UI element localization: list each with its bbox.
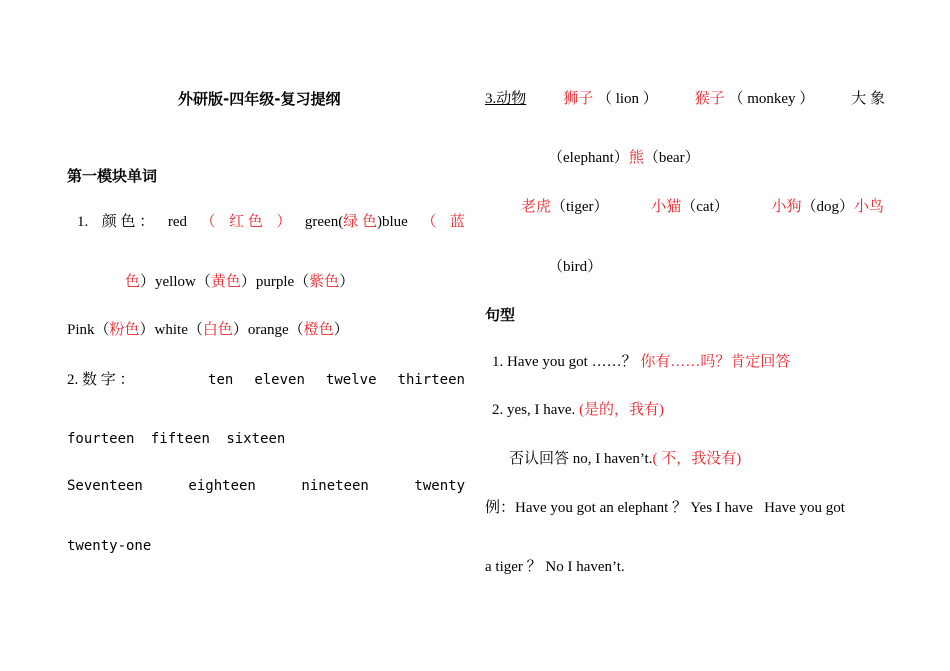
number-word: nineteen xyxy=(301,478,369,494)
sentence-2-en: 2. yes, I have. xyxy=(492,402,576,418)
sentence-1-en: 1. Have you got ……？ xyxy=(492,354,637,370)
numbers-line-3 xyxy=(67,476,465,496)
elephant-en: （elephant） xyxy=(548,150,629,166)
sentence-1 xyxy=(492,352,790,372)
example-line-2: a tiger ？ No I haven’t. xyxy=(485,559,625,575)
colors-line-2 xyxy=(125,272,354,292)
number-word: eighteen xyxy=(188,478,256,494)
sentence-3-prefix: 否认回答 xyxy=(509,451,570,467)
cat-en: （cat） xyxy=(681,199,729,215)
numbers-line-2 xyxy=(67,429,285,449)
number-word: thirteen xyxy=(397,372,465,388)
purple-cn: 紫色 xyxy=(309,274,340,290)
red-en: red xyxy=(167,214,187,230)
module-heading: 第一模块单词 xyxy=(67,167,158,185)
orange-en: ）orange（ xyxy=(232,322,304,338)
number-word: ten xyxy=(208,372,234,388)
red-close: ） xyxy=(276,214,292,230)
cat-cn: 小猫 xyxy=(651,199,682,215)
bear-en: （bear） xyxy=(643,150,700,166)
orange-cn: 橙色 xyxy=(303,322,334,338)
colors-line-1 xyxy=(77,212,465,232)
green-en: green( xyxy=(304,214,344,230)
numbers-line-4 xyxy=(67,536,151,556)
pink-cn: 粉色 xyxy=(109,322,140,338)
colors-num: 1. xyxy=(77,214,89,230)
monkey-en: （ monkey ） xyxy=(728,91,815,107)
white-cn: 白色 xyxy=(202,322,233,338)
colors-line-3 xyxy=(67,320,349,340)
lion-cn: 狮子 xyxy=(563,91,594,107)
red-cn: 红 色 xyxy=(229,214,263,230)
bird-en: （bird） xyxy=(548,259,603,275)
sentence-3 xyxy=(509,449,741,469)
monkey-cn: 猴子 xyxy=(694,91,725,107)
number-word: twelve xyxy=(325,372,377,388)
tiger-en: （tiger） xyxy=(551,199,609,215)
dog-en: （dog） xyxy=(801,199,854,215)
animals-line-1 xyxy=(485,89,885,109)
red-open: （ xyxy=(200,214,216,230)
sentence-2 xyxy=(492,400,664,420)
sentence-1-cn: 你有……吗？肯定回答 xyxy=(640,354,791,370)
white-en: ）white（ xyxy=(139,322,203,338)
numbers-label: 2. 数 字 ： xyxy=(67,372,135,388)
number-word: twenty xyxy=(414,478,465,494)
blue-cn-2: 色 xyxy=(125,274,141,290)
number-word: twenty-one xyxy=(67,538,152,554)
bear-cn: 熊 xyxy=(628,150,644,166)
number-word: fifteen xyxy=(150,431,210,447)
yellow-cn: 黄色 xyxy=(210,274,241,290)
dog-cn: 小狗 xyxy=(771,199,802,215)
yellow-close: ）purple（ xyxy=(240,274,310,290)
animals-line-4 xyxy=(548,257,602,277)
sentence-heading: 句型 xyxy=(485,306,516,324)
page-title: 外研版-四年级-复习提纲 xyxy=(178,90,341,108)
sentence-3-cn: ( 不，我没有) xyxy=(652,451,742,467)
elephant-cn: 大 象 xyxy=(851,91,885,107)
animals-label: 3.动物 xyxy=(485,91,527,107)
animals-line-3 xyxy=(521,197,884,217)
green-close: )blue xyxy=(376,214,408,230)
orange-close: ） xyxy=(333,322,349,338)
pink-en: Pink（ xyxy=(67,322,110,338)
blue-close: ）yellow（ xyxy=(140,274,211,290)
number-word: sixteen xyxy=(226,431,286,447)
lion-en: （ lion ） xyxy=(596,91,658,107)
number-word: Seventeen xyxy=(67,478,143,494)
sentence-3-en: no, I haven’t. xyxy=(572,451,653,467)
blue-open: （ xyxy=(421,214,437,230)
numbers-line-1 xyxy=(67,370,465,390)
colors-label: 颜 色 ： xyxy=(101,214,155,230)
green-cn: 绿 色 xyxy=(343,214,377,230)
example-line-1: 例：Have you got an elephant ？ Yes I have Have you got xyxy=(485,500,845,516)
sentence-2-cn: (是的，我有) xyxy=(579,402,665,418)
number-word: fourteen xyxy=(67,431,135,447)
number-word: eleven xyxy=(254,372,305,388)
animals-line-2 xyxy=(548,148,700,168)
purple-close: ） xyxy=(339,274,355,290)
blue-cn-1: 蓝 xyxy=(449,214,465,230)
bird-cn: 小鸟 xyxy=(853,199,884,215)
tiger-cn: 老虎 xyxy=(521,199,552,215)
